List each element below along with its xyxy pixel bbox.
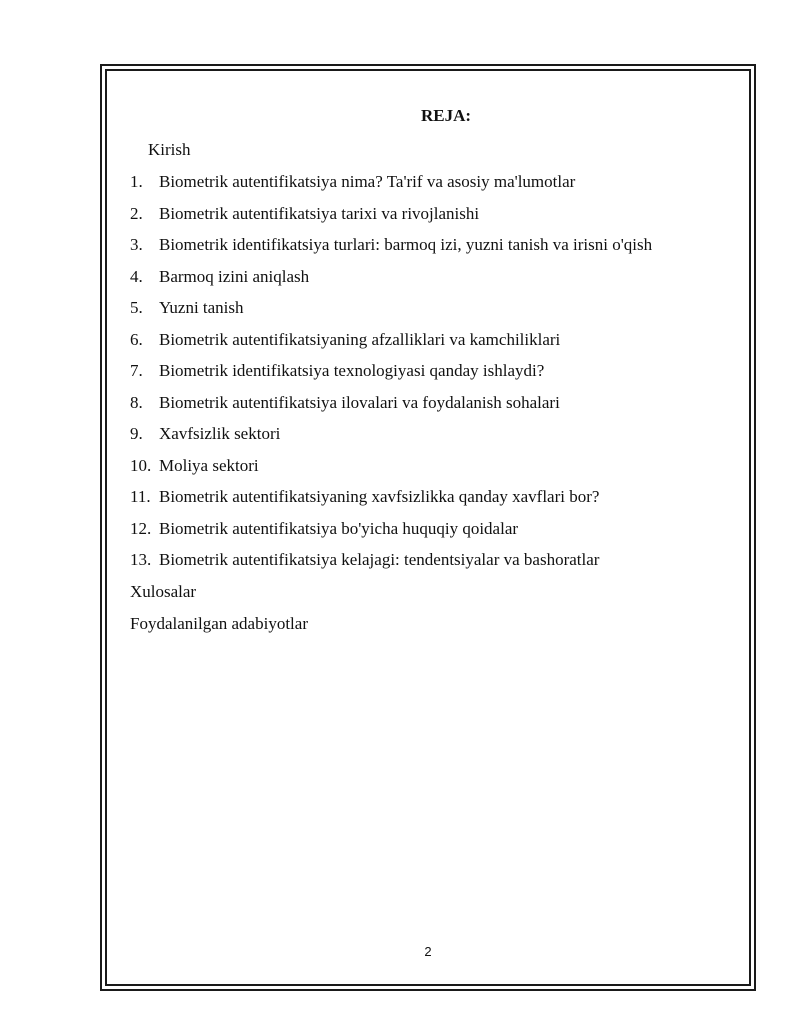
list-item-text: Biometrik autentifikatsiyaning xavfsizlikka qanday xavflari bor? xyxy=(159,487,600,506)
list-item-text: Yuzni tanish xyxy=(159,298,244,317)
list-item-text: Biometrik autentifikatsiyaning afzalliklari va kamchiliklari xyxy=(159,329,561,349)
list-item-number: 13. xyxy=(130,550,152,569)
list-item-number: 1. xyxy=(130,172,143,191)
list-item-number: 7. xyxy=(130,361,143,380)
list-item-text: Biometrik identifikatsiya turlari: barmoq izi, yuzni tanish va irisni o'qish xyxy=(159,235,653,254)
list-item-text: Biometrik autentifikatsiya tarixi va rivojlanishi xyxy=(159,203,480,223)
list-item-number: 5. xyxy=(130,298,143,317)
list-item-text: Xavfsizlik sektori xyxy=(159,424,281,443)
list-item-number: 8. xyxy=(130,392,143,412)
list-item-text: Biometrik autentifikatsiya nima? Ta'rif va asosiy ma'lumotlar xyxy=(159,172,576,191)
page-number: 2 xyxy=(424,944,432,959)
list-item-number: 4. xyxy=(130,266,143,286)
list-item-number: 12. xyxy=(130,518,152,538)
list-item-number: 2. xyxy=(130,203,143,223)
list-item-text: Biometrik identifikatsiya texnologiyasi qanday ishlaydi? xyxy=(159,361,545,380)
list-item-number: 11. xyxy=(130,487,151,506)
document-title: REJA: xyxy=(420,106,472,125)
list-item-number: 6. xyxy=(130,329,143,349)
list-item-number: 10. xyxy=(130,455,152,475)
list-item-text: Biometrik autentifikatsiya bo'yicha huquqiy qoidalar xyxy=(159,518,519,538)
list-item-number: 9. xyxy=(130,424,143,443)
list-item-text: Biometrik autentifikatsiya kelajagi: tendentsiyalar va bashoratlar xyxy=(159,550,600,569)
conclusion-heading: Xulosalar xyxy=(130,582,197,601)
references-heading: Foydalanilgan adabiyotlar xyxy=(130,614,308,633)
intro-heading: Kirish xyxy=(148,140,191,159)
list-item-text: Biometrik autentifikatsiya ilovalari va foydalanish sohalari xyxy=(159,392,560,412)
list-item-number: 3. xyxy=(130,235,143,254)
list-item-text: Barmoq izini aniqlash xyxy=(159,266,310,286)
list-item-text: Moliya sektori xyxy=(159,455,259,475)
